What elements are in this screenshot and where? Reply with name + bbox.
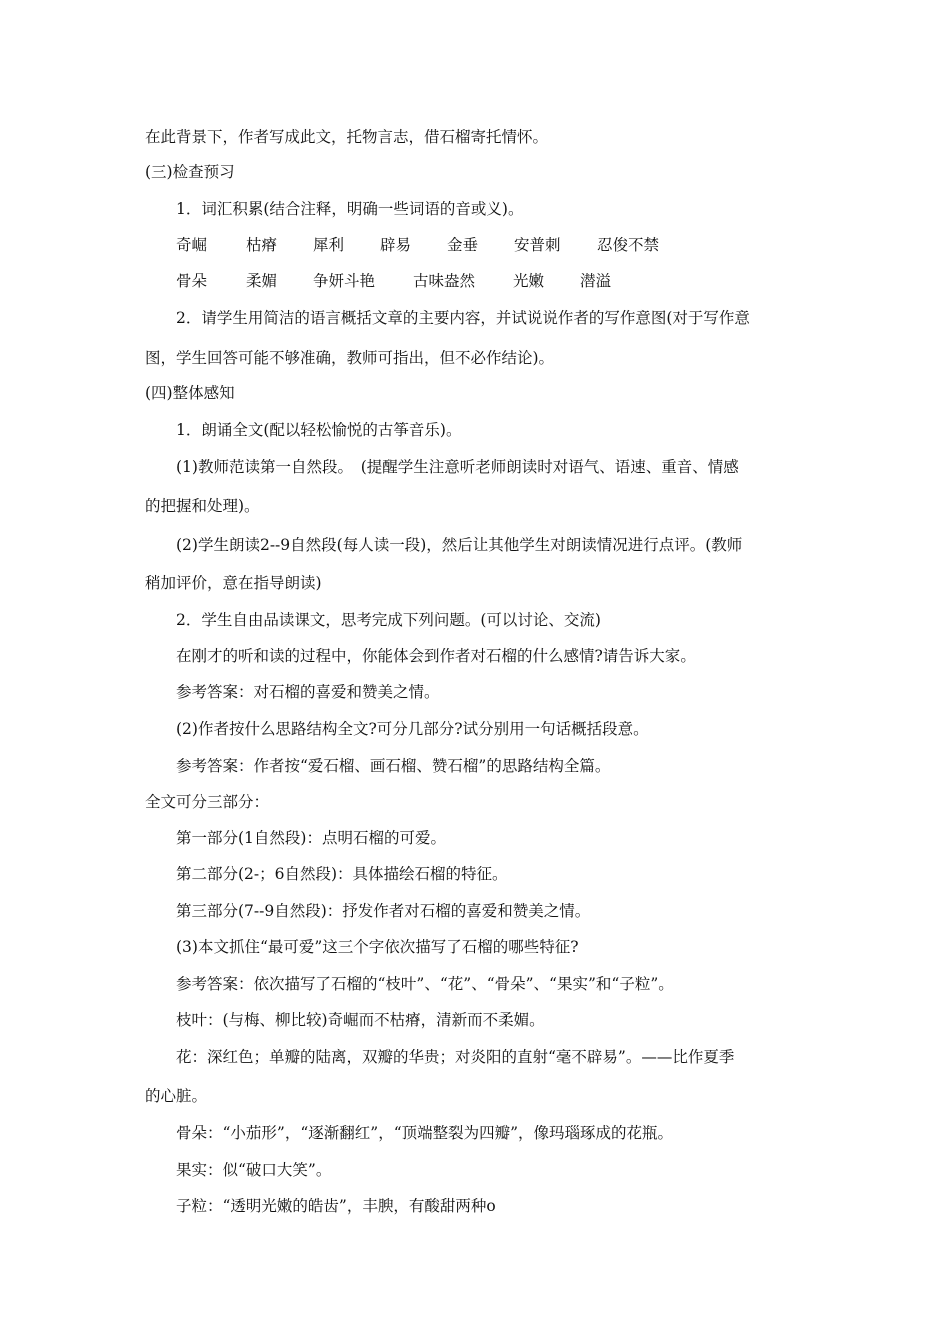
vocab-word: 柔媚 [246,272,278,290]
paragraph-background: 在此背景下，作者写成此文，托物言志，借石榴寄托情怀。 [145,128,549,146]
item-teacher-read: (1)教师范读第一自然段。 (提醒学生注意听老师朗读时对语气、语速、重音、情感 [176,458,739,476]
parts-intro: 全文可分三部分： [145,793,270,811]
part-one: 第一部分(1自然段)：点明石榴的可爱。 [176,829,446,847]
part-two: 第二部分(2-；6自然段)：具体描绘石榴的特征。 [176,865,508,883]
part-three: 第三部分(7--9自然段)：抒发作者对石榴的喜爱和赞美之情。 [176,902,591,920]
feature-leaves: 枝叶：(与梅、柳比较)奇崛而不枯瘠，清新而不柔媚。 [176,1011,545,1029]
item-recite: 1．朗诵全文(配以轻松愉悦的古筝音乐)。 [176,421,462,439]
item-teacher-read-cont: 的把握和处理)。 [145,497,260,515]
vocab-word: 金垂 [447,236,479,254]
answer-feeling: 参考答案：对石榴的喜爱和赞美之情。 [176,683,440,701]
feature-seeds: 子粒：“透明光嫩的皓齿”，丰腴，有酸甜两种o [176,1197,496,1215]
item-student-read-cont: 稍加评价，意在指导朗读) [145,574,322,592]
vocab-word: 争妍斗艳 [313,272,376,290]
vocab-word: 潜溢 [580,272,612,290]
section-heading-preview: (三)检查预习 [145,163,235,181]
question-features: (3)本文抓住“最可爱”这三个字依次描写了石榴的哪些特征? [176,938,579,956]
vocab-word: 奇崛 [176,236,208,254]
feature-flower: 花：深红色；单瓣的陆离，双瓣的华贵；对炎阳的直射“毫不辟易”。——比作夏季 [176,1048,735,1066]
answer-structure: 参考答案：作者按“爱石榴、画石榴、赞石榴”的思路结构全篇。 [176,757,611,775]
answer-features: 参考答案：依次描写了石榴的“枝叶”、“花”、“骨朵”、“果实”和“子粒”。 [176,975,674,993]
item-student-read: (2)学生朗读2--9自然段(每人读一段)，然后让其他学生对朗读情况进行点评。(教师 [176,536,743,554]
question-feeling: 在刚才的听和读的过程中，你能体会到作者对石榴的什么感情?请告诉大家。 [176,647,696,665]
item-vocabulary: 1．词汇积累(结合注释，明确一些词语的音或义)。 [176,200,524,218]
question-structure: (2)作者按什么思路结构全文?可分几部分?试分别用一句话概括段意。 [176,720,649,738]
vocab-word: 枯瘠 [246,236,278,254]
vocab-word: 安普刺 [514,236,561,254]
vocab-word: 骨朵 [176,272,208,290]
vocab-word: 辟易 [380,236,412,254]
item-summary: 2．请学生用简洁的语言概括文章的主要内容，并试说说作者的写作意图(对于写作意 [176,309,750,327]
section-heading-overview: (四)整体感知 [145,384,235,402]
vocab-word: 古味盎然 [413,272,476,290]
feature-flower-cont: 的心脏。 [145,1087,208,1105]
item-free-reading: 2．学生自由品读课文，思考完成下列问题。(可以讨论、交流) [176,611,601,629]
feature-bud: 骨朵：“小茄形”，“逐渐翻红”，“顶端整裂为四瓣”，像玛瑙琢成的花瓶。 [176,1124,674,1142]
vocab-word: 犀利 [313,236,345,254]
vocab-word: 忍俊不禁 [597,236,660,254]
feature-fruit: 果实：似“破口大笑”。 [176,1161,332,1179]
item-summary-cont: 图，学生回答可能不够准确，教师可指出，但不必作结论)。 [145,349,555,367]
vocab-word: 光嫩 [513,272,545,290]
